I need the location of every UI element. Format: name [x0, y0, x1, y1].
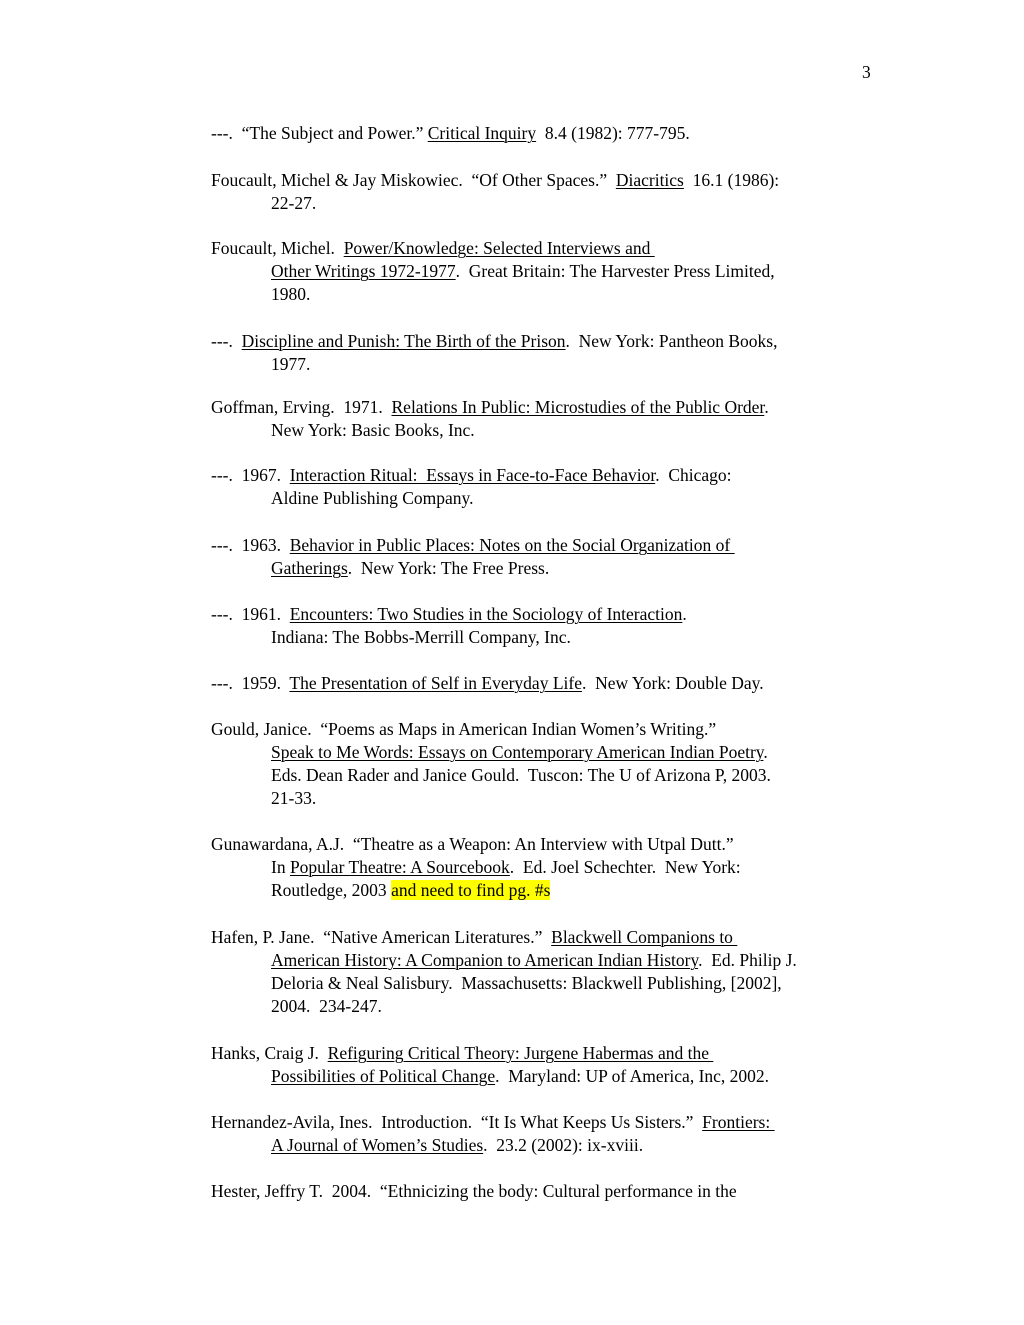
entry-line	[211, 787, 891, 810]
bibliography-entry	[211, 833, 891, 902]
entry-line	[211, 353, 891, 376]
bibliography-entry	[211, 396, 891, 442]
underlined-title: The Presentation of Self in Everyday Life	[289, 673, 582, 693]
entry-text: 2004. 234-247.	[271, 996, 382, 1016]
bibliography-entry	[211, 534, 891, 580]
entry-text: ---. 1961.	[211, 604, 290, 624]
entry-text: Eds. Dean Rader and Janice Gould. Tuscon: The U of Arizona P, 2003.	[271, 765, 771, 785]
underlined-title: Possibilities of Political Change	[271, 1066, 496, 1086]
entry-text: .	[763, 742, 768, 762]
entry-line	[211, 741, 891, 764]
entry-text: Foucault, Michel.	[211, 238, 344, 258]
bibliography-entry	[211, 1111, 891, 1157]
entry-line	[211, 192, 891, 215]
entry-text: ---. “The Subject and Power.”	[211, 123, 428, 143]
entry-line	[211, 122, 891, 145]
underlined-title: Other Writings 1972-1977	[271, 261, 456, 281]
entry-text: Hester, Jeffry T. 2004. “Ethnicizing the body: Cultural performance in the	[211, 1181, 737, 1201]
entry-line	[211, 764, 891, 787]
entry-text: 21-33.	[271, 788, 317, 808]
entry-line	[211, 1065, 891, 1088]
underlined-title: Critical Inquiry	[427, 123, 537, 143]
bibliography-entry	[211, 237, 891, 306]
entry-text: Foucault, Michel & Jay Miskowiec. “Of Other Spaces.”	[211, 170, 616, 190]
highlighted-note: and need to find pg. #s	[391, 880, 551, 900]
entry-text: Hanks, Craig J.	[211, 1043, 328, 1063]
bibliography-entry	[211, 718, 891, 810]
entry-line	[211, 534, 891, 557]
entry-text: 1977.	[271, 354, 311, 374]
entry-line	[211, 1134, 891, 1157]
entry-line	[211, 169, 891, 192]
underlined-title: Power/Knowledge: Selected Interviews and	[343, 238, 655, 258]
entry-text: Routledge, 2003	[271, 880, 392, 900]
entry-text: . New York: Double Day.	[581, 673, 764, 693]
entry-line	[211, 464, 891, 487]
underlined-title: American History: A Companion to American Indian History	[271, 950, 699, 970]
bibliography-entry	[211, 603, 891, 649]
entry-text: Hafen, P. Jane. “Native American Literatures.”	[211, 927, 552, 947]
entry-line	[211, 396, 891, 419]
entry-text: Deloria & Neal Salisbury. Massachusetts: Blackwell Publishing, [2002],	[271, 973, 782, 993]
underlined-title: Relations In Public: Microstudies of the Public Order	[391, 397, 765, 417]
underlined-title: Frontiers:	[702, 1112, 775, 1132]
entry-text: In	[271, 857, 290, 877]
entry-text: 1980.	[271, 284, 311, 304]
entry-text: 8.4 (1982): 777-795.	[536, 123, 690, 143]
bibliography-entry	[211, 464, 891, 510]
underlined-title: A Journal of Women’s Studies	[271, 1135, 484, 1155]
entry-line	[211, 833, 891, 856]
entry-line	[211, 487, 891, 510]
entry-text: . Chicago:	[655, 465, 732, 485]
underlined-title: Encounters: Two Studies in the Sociology of Interaction	[289, 604, 683, 624]
bibliography-entry	[211, 330, 891, 376]
entry-text: 16.1 (1986):	[683, 170, 780, 190]
bibliography-entry	[211, 926, 891, 1018]
entry-text: ---.	[211, 331, 242, 351]
entry-text: . Ed. Philip J.	[698, 950, 797, 970]
underlined-title: Discipline and Punish: The Birth of the Prison	[241, 331, 566, 351]
bibliography-entry	[211, 1042, 891, 1088]
underlined-title: Speak to Me Words: Essays on Contemporary American Indian Poetry	[271, 742, 764, 762]
underlined-title: Interaction Ritual: Essays in Face-to-Face Behavior	[289, 465, 656, 485]
entry-line	[211, 626, 891, 649]
entry-text: Hernandez-Avila, Ines. Introduction. “It Is What Keeps Us Sisters.”	[211, 1112, 703, 1132]
entry-text: . New York: Pantheon Books,	[565, 331, 778, 351]
entry-line	[211, 557, 891, 580]
entry-text: Gunawardana, A.J. “Theatre as a Weapon: An Interview with Utpal Dutt.”	[211, 834, 734, 854]
entry-line	[211, 419, 891, 442]
entry-line	[211, 879, 891, 902]
entry-text: ---. 1967.	[211, 465, 290, 485]
bibliography-entry	[211, 672, 891, 695]
bibliography-entry	[211, 1180, 891, 1203]
entry-text: . Maryland: UP of America, Inc, 2002.	[495, 1066, 770, 1086]
entry-text: ---. 1959.	[211, 673, 290, 693]
entry-line	[211, 1111, 891, 1134]
entry-line	[211, 283, 891, 306]
entry-line	[211, 926, 891, 949]
underlined-title: Diacritics	[615, 170, 684, 190]
entry-text: Goffman, Erving. 1971.	[211, 397, 392, 417]
entry-text: . New York: The Free Press.	[347, 558, 550, 578]
entry-text: ---. 1963.	[211, 535, 290, 555]
entry-line	[211, 1180, 891, 1203]
entry-line	[211, 718, 891, 741]
entry-line	[211, 972, 891, 995]
page-number: 3	[862, 62, 871, 82]
entry-line	[211, 856, 891, 879]
underlined-title: Popular Theatre: A Sourcebook	[289, 857, 510, 877]
entry-text: .	[764, 397, 769, 417]
entry-text: . 23.2 (2002): ix-xviii.	[483, 1135, 644, 1155]
entry-line	[211, 603, 891, 626]
bibliography-entry	[211, 169, 891, 215]
entry-text: Indiana: The Bobbs-Merrill Company, Inc.	[271, 627, 571, 647]
entry-line	[211, 995, 891, 1018]
underlined-title: Gatherings	[271, 558, 348, 578]
entry-line	[211, 949, 891, 972]
entry-text: . Great Britain: The Harvester Press Limited,	[455, 261, 775, 281]
entry-text: New York: Basic Books, Inc.	[271, 420, 475, 440]
entry-text: . Ed. Joel Schechter. New York:	[509, 857, 741, 877]
bibliography-entry	[211, 122, 891, 145]
entry-text: 22-27.	[271, 193, 317, 213]
entry-text: Aldine Publishing Company.	[271, 488, 474, 508]
entry-line	[211, 237, 891, 260]
underlined-title: Refiguring Critical Theory: Jurgene Habermas and the	[327, 1043, 714, 1063]
entry-text: Gould, Janice. “Poems as Maps in American Indian Women’s Writing.”	[211, 719, 717, 739]
underlined-title: Blackwell Companions to	[551, 927, 738, 947]
entry-text: .	[682, 604, 687, 624]
entry-line	[211, 330, 891, 353]
entry-line	[211, 260, 891, 283]
entry-line	[211, 1042, 891, 1065]
entry-line	[211, 672, 891, 695]
underlined-title: Behavior in Public Places: Notes on the Social Organization of	[289, 535, 735, 555]
